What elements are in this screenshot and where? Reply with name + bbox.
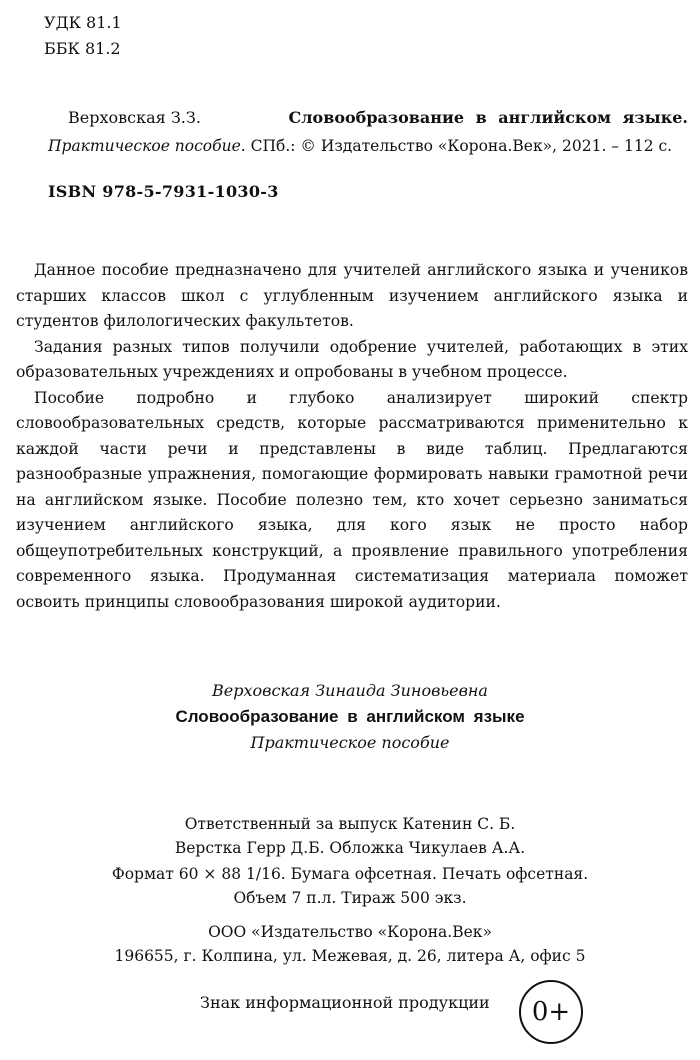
publisher-name: ООО «Издательство «Корона.Век»	[208, 923, 492, 941]
record-publication-info: . СПб.: © Издательство «Корона.Век», 2021. – 112 с.	[240, 137, 673, 155]
abstract-paragraph: Пособие подробно и глубоко анализирует широкий спектр словообразовательных средств, которые рассматриваются применительно к каждой части речи и представлены в виде таблиц. Предлагаются разнообразные упражнения, помогающие формировать навыки грамотной речи на английском языке. Пособие полезно тем, кто хочет серьезно заниматься изучением английского языка, для кого язык не просто набор общеупотребительных конструкций, а проявление правильного употребления современного языка. Продуманная систематизация материала поможет освоить принципы словообразования широкой аудитории.	[16, 388, 688, 611]
imprint-author: Верховская Зинаида Зиновьевна	[212, 681, 488, 700]
print-format	[0, 862, 700, 910]
responsible-editor: Ответственный за выпуск Катенин С. Б.	[184, 815, 516, 833]
abstract	[16, 258, 688, 615]
bbk-code: ББК 81.2	[44, 39, 121, 58]
imprint-block	[0, 678, 700, 756]
isbn: ISBN 978-5-7931-1030-3	[48, 182, 279, 201]
abstract-paragraph: Задания разных типов получили одобрение учителей, работающих в этих образовательных учреждениях и опробованы в учебном процессе.	[16, 337, 688, 381]
staff-credits	[0, 812, 700, 860]
imprint-subtitle: Практическое пособие	[250, 733, 450, 752]
classification-codes	[44, 10, 122, 62]
publisher-info	[0, 920, 700, 968]
record-author: Верховская З.З.	[68, 108, 201, 127]
info-product-label: Знак информационной продукции	[200, 993, 490, 1012]
bibliographic-record	[48, 104, 688, 160]
volume-line: Объем 7 п.л. Тираж 500 экз.	[233, 889, 467, 907]
layout-cover-credits: Верстка Герр Д.Б. Обложка Чикулаев А.А.	[174, 839, 526, 857]
imprint-title: Словообразование в английском языке	[175, 707, 525, 726]
abstract-paragraph: Данное пособие предназначено для учителей английского языка и учеников старших классов школ с углубленным изучением английского языка и студентов филологических факультетов.	[16, 261, 688, 330]
udk-code: УДК 81.1	[44, 13, 122, 32]
age-rating-badge	[519, 980, 583, 1044]
age-rating-text: 0+	[531, 997, 571, 1027]
record-title: Словообразование в английском языке.	[288, 108, 688, 127]
record-subtitle: Практическое пособие	[48, 137, 241, 155]
format-line: Формат 60 × 88 1/16. Бумага офсетная. Печать офсетная.	[111, 865, 589, 883]
publisher-address: 196655, г. Колпина, ул. Межевая, д. 26, литера А, офис 5	[114, 947, 586, 965]
